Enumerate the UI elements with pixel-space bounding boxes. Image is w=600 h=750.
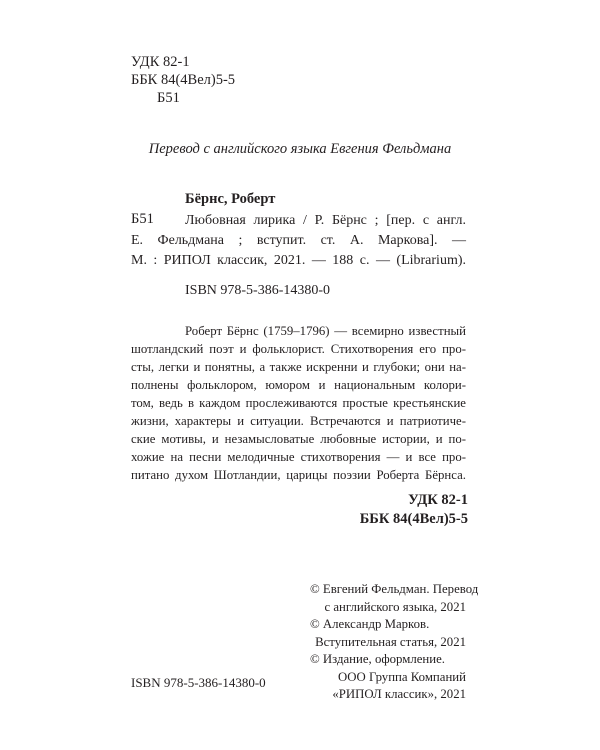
udk-code: УДК 82-1 bbox=[131, 54, 190, 70]
annotation bbox=[131, 322, 466, 484]
copyright-entry-publisher bbox=[310, 651, 466, 704]
annotation-line: шотландский поэт и фольклорист. Стихотворения его про- bbox=[131, 342, 466, 356]
classification-block-top bbox=[131, 53, 235, 107]
annotation-line: том, ведь в каждом прослеживаются простые крестьянские bbox=[131, 396, 466, 410]
copyright-entry-introduction bbox=[310, 616, 466, 651]
bbk-code: ББК 84(4Вел)5-5 bbox=[131, 72, 236, 88]
catalog-author-heading: Бёрнс, Роберт bbox=[185, 191, 276, 207]
annotation-line: сты, легки и понятны, а также искренни и глубоки; они на- bbox=[131, 360, 466, 374]
udk-code-bottom: УДК 82-1 bbox=[408, 492, 468, 508]
catalog-description-continued bbox=[131, 231, 466, 271]
annotation-line: питано духом Шотландии, царицы поэзии Роберта Бёрнса. bbox=[131, 468, 466, 482]
copyright-line: «РИПОЛ классик», 2021 bbox=[332, 687, 466, 701]
copyright-line: © Евгений Фельдман. Перевод bbox=[310, 582, 479, 596]
copyright-line: © Издание, оформление. bbox=[310, 652, 445, 666]
catalog-author-mark: Б51 bbox=[131, 211, 154, 227]
catalog-isbn: ISBN 978-5-386-14380-0 bbox=[185, 283, 331, 298]
annotation-line: жизни, характеры и ситуации. Встречаются и патриотиче- bbox=[131, 414, 466, 428]
copyright-line: © Александр Марков. bbox=[310, 617, 430, 631]
annotation-line: хожие на песни мелодичные стихотворения — и все про- bbox=[131, 450, 466, 464]
catalog-description bbox=[185, 211, 466, 231]
catalog-description-line: Любовная лирика / Р. Бёрнс ; [пер. с англ. bbox=[185, 213, 466, 228]
catalog-description-line: М. : РИПОЛ классик, 2021. — 188 с. — (Librarium). bbox=[131, 253, 466, 268]
annotation-line: ские мотивы, и незамысловатые любовные истории, и по- bbox=[131, 432, 466, 446]
annotation-line: полнены фольклором, юмором и национальным колори- bbox=[131, 378, 466, 392]
translator-note: Перевод с английского языка Евгения Фельдмана bbox=[148, 141, 452, 157]
classification-block-bottom bbox=[360, 491, 468, 529]
bbk-code-bottom: ББК 84(4Вел)5-5 bbox=[359, 511, 468, 527]
author-mark: Б51 bbox=[157, 90, 180, 106]
catalog-description-line: Е. Фельдмана ; вступит. ст. А. Маркова]. — bbox=[131, 233, 466, 248]
copyright-entry-translation bbox=[310, 581, 479, 616]
copyright-block bbox=[310, 581, 479, 704]
copyright-line: ООО Группа Компаний bbox=[338, 669, 466, 684]
isbn-bottom: ISBN 978-5-386-14380-0 bbox=[131, 675, 266, 690]
copyright-line: Вступительная статья, 2021 bbox=[315, 634, 466, 649]
annotation-line: Роберт Бёрнс (1759–1796) — всемирно известный bbox=[185, 324, 466, 338]
copyright-line: с английского языка, 2021 bbox=[324, 599, 466, 614]
